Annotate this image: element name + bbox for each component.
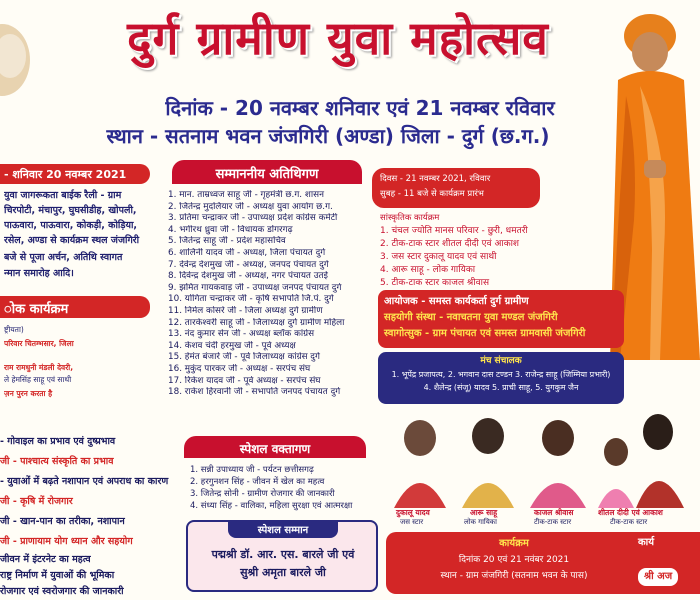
list-item: 14. केशव चंदी हरमुख जी - पूर्व अध्यक्ष bbox=[168, 340, 296, 351]
hosts-box bbox=[378, 352, 624, 404]
list-item: 7. देवेन्द्र देशमुख जी - अध्यक्ष, जनपद पंचायत दुर्ग bbox=[168, 259, 329, 270]
left-small: परिवार चितम्भसार, जिला bbox=[4, 339, 74, 348]
speakers-header: स्पेशल वक्तागण bbox=[184, 436, 366, 458]
left-line: युवा जागरूकता बाईक रैली - ग्राम bbox=[4, 190, 122, 201]
bottom-right bbox=[638, 534, 700, 586]
special-honour-box bbox=[186, 520, 378, 592]
left-line: बजे से पूजा अर्चन, अतिथि स्वागत bbox=[4, 252, 123, 263]
list-item: 12. तारकेश्वरी साहू जी - जिलाध्यक्ष दुर्ग ग्रामीण महिला bbox=[168, 317, 345, 328]
artist-name: काजल श्रीवास bbox=[534, 508, 574, 517]
event-dates: दिनांक - 20 नवम्बर शनिवार एवं 21 नवम्बर रविवार bbox=[165, 96, 555, 120]
artist-photos bbox=[382, 408, 700, 526]
list-item: 8. दिवेन्द्र देशमुख जी - अध्यक्ष, नगर पंचायत उतई bbox=[168, 271, 328, 282]
cultural-list bbox=[380, 212, 570, 290]
hosts-header: मंच संचालक bbox=[480, 356, 522, 366]
hosts-line: 4. शैलेन्द्र (संजू) यादव 5. प्राची साहू, 5. युगकुम जैन bbox=[423, 383, 579, 392]
list-item: 1. मान. ताम्रध्वज साहू जी - गृहमंत्री छ.ग. शासन bbox=[168, 190, 324, 200]
list-item: जी - प्राणायाम योग ध्यान और सहयोग bbox=[0, 536, 133, 547]
list-item: 11. निर्मल कोसरे जी - जिला अध्यक्ष दुर्ग ग्रामीण bbox=[168, 305, 323, 316]
bottom-right-name: श्री अज bbox=[638, 568, 678, 586]
special-line: पद्मश्री डॉ. आर. एस. बारले जी एवं bbox=[211, 548, 355, 561]
left-day1-header: - शनिवार 20 नवम्बर 2021 bbox=[0, 164, 150, 184]
list-item: 5. जितेन्द्र साहू जी - प्रदेश महासचिव bbox=[168, 236, 286, 247]
left-folk-header: ोक कार्यक्रम bbox=[0, 296, 150, 318]
list-item: 6. शालिनी यादव जी - अध्यक्ष, जिला पंचायत दुर्ग bbox=[168, 247, 326, 258]
bottom-event-info bbox=[394, 536, 634, 584]
list-item: 9. झमित गायकवाड़ जी - उपाध्यक्ष जनपद पंचायत दुर्ग bbox=[168, 282, 342, 293]
artist-photos-graphic bbox=[388, 408, 688, 508]
artist-role: जस स्टार bbox=[400, 518, 424, 526]
list-item: जी - कृषि में रोजगार bbox=[0, 496, 73, 507]
special-honour-text bbox=[192, 546, 374, 582]
list-item: - गोवाइल का प्रभाव एवं दुष्प्रभाव bbox=[0, 436, 116, 447]
bottom-dates: दिनांक 20 एवं 21 नवंबर 2021 bbox=[458, 555, 570, 565]
guests-list bbox=[168, 190, 378, 399]
cultural-label: सांस्कृतिक कार्यक्रम bbox=[380, 213, 440, 223]
left-line: पाऊवारा, पाऊवारा, कोकड़ी, कोड़िया, bbox=[4, 220, 138, 231]
list-item: 4. आरू साहू - लोक गायिका bbox=[380, 265, 476, 275]
special-line: सुश्री अमृता बारले जी bbox=[240, 566, 326, 579]
list-item: 3. प्रतिमा चन्द्राकर जी - उपाध्यक्ष प्रदेश कांग्रेस कमेटी bbox=[168, 213, 338, 224]
left-small: राम रामधुनी मंडली देवरी, bbox=[4, 363, 74, 372]
bottom-label: कार्यक्रम bbox=[499, 538, 529, 549]
list-item: 2. हरगुनशन सिंह - जीवन में खेल का महत्व bbox=[190, 477, 325, 487]
list-item: 3. जितेन्द्र सोनी - ग्रामीण रोजगार की जानकारी bbox=[190, 489, 335, 499]
left-line: चिरपोटी, मंचापुर, घुघसीडीह, खोपली, bbox=[4, 205, 137, 216]
organizer-line: सहयोगी संस्था - नवाचतना युवा मण्डल जंजगिरी bbox=[384, 312, 558, 323]
bottom-event-bar bbox=[386, 532, 700, 594]
list-item: जीवन में इंटरनेट का महत्व bbox=[0, 554, 91, 565]
list-item: 2. जितेन्द्र मुदलियार जी - अध्यक्ष युवा आयोग छ.ग. bbox=[168, 201, 333, 212]
organizers-box bbox=[378, 290, 624, 348]
left-topics-tail bbox=[0, 552, 172, 600]
bottom-right-label: कार्य bbox=[638, 537, 655, 548]
left-line: न्मान समारोह आदि। bbox=[4, 268, 74, 279]
list-item: 17. रिकेश यादव जी - पूर्व अध्यक्ष - सरपंच संघ bbox=[168, 375, 321, 386]
list-item: 4. भगीरथ ध्रुवा जी - विधायक डोंगरगढ़ bbox=[168, 224, 293, 235]
list-item: 3. जस स्टार दुकालू यादव एवं साथी bbox=[380, 252, 497, 262]
organizer-line: स्वागोत्सुक - ग्राम पंचायत एवं समस्त ग्रामवासी जंजगिरी bbox=[384, 328, 586, 339]
artist-role: टीक-टाक स्टार bbox=[534, 518, 572, 526]
list-item: जी - खान-पान का तरीका, नशापान bbox=[0, 516, 125, 527]
list-item: 16. मुकुंद पारकर जी - अध्यक्ष - सरपंच संघ bbox=[168, 363, 311, 374]
list-item: 4. संध्या सिंह - वालिका, महिला सुरक्षा एवं आत्मरक्षा bbox=[190, 501, 353, 511]
event-venue: स्थान - सतनाम भवन जंजगिरी (अण्डा) जिला - दुर्ग (छ.ग.) bbox=[106, 124, 550, 148]
day2-schedule-box bbox=[372, 168, 540, 208]
artist-name: आरू साहू bbox=[470, 508, 498, 517]
list-item: जी - पाश्चात्य संस्कृति का प्रभाव bbox=[0, 456, 114, 467]
list-item: रोजगार एवं स्वरोजगार की जानकारी bbox=[0, 586, 124, 597]
list-item: 15. हेमंत बंजारे जी - पूर्व जिलाध्यक्ष कांग्रेस दुर्ग bbox=[168, 352, 320, 363]
organizer-line: आयोजक - समस्त कार्यकर्ता दुर्ग ग्रामीण bbox=[384, 296, 529, 307]
list-item: 1. सन्नी उपाध्याय जी - पर्यटन छत्तीसगढ़ bbox=[190, 465, 314, 475]
left-small: ष्ट्रीयता) bbox=[4, 325, 24, 334]
left-line: रसेल, अण्डा से कार्यक्रम स्थल जंजगिरी bbox=[4, 235, 140, 246]
left-small: ज़न पुरन करता है bbox=[4, 389, 53, 398]
list-item: 2. टीक-टाक स्टार शीतल दीदी एवं आकाश bbox=[380, 239, 520, 249]
special-honour-header: स्पेशल सम्मान bbox=[228, 520, 338, 538]
schedule-line: सुबह - 11 बजे से कार्यक्रम प्रारंभ bbox=[380, 189, 484, 199]
speakers-list bbox=[190, 464, 380, 512]
list-item: 5. टीक-टाक स्टार काजल श्रीवास bbox=[380, 278, 490, 288]
schedule-line: दिवस - 21 नवम्बर 2021, रविवार bbox=[380, 174, 491, 184]
list-item: 18. राकेश हिरवानी जी - सभापति जनपद पंचायत दुर्ग bbox=[168, 387, 341, 398]
guests-header: सम्माननीय अतिथिगण bbox=[172, 160, 362, 184]
left-small: ले हेमसिंह साहू एवं साथी bbox=[4, 375, 72, 384]
left-topics-list bbox=[0, 432, 172, 552]
list-item: - युवाओं में बढ़ते नशापान एवं अपराध का कारण bbox=[0, 476, 169, 487]
list-item: 10. योगिता चन्द्राकर जी - कृषि सभापति जि.पं. दुर्ग bbox=[168, 294, 334, 305]
bottom-venue: स्थान - ग्राम जंजगिरी (सतनाम भवन के पास) bbox=[440, 571, 588, 581]
artist-name: शीतल दीदी एवं आकाश bbox=[598, 508, 663, 517]
hosts-line: 1. भूपेंद्र प्रजापत्य, 2. भगवान दास टण्डन 3. राजेन्द्र साहू (जिम्मिया प्रभारी) bbox=[391, 370, 611, 379]
artist-role: टीक-टाक स्टार bbox=[610, 518, 648, 526]
artist-role: लोक गायिका bbox=[464, 518, 497, 526]
list-item: राष्ट्र निर्माण में युवाओं की भूमिका bbox=[0, 570, 115, 581]
list-item: 1. चंचल ज्योति मानस परिवार - छुरी, धमतरी bbox=[380, 226, 528, 236]
list-item: 13. नंद कुमार सेन जी - अध्यक्ष ब्लॉक कांग्रेस bbox=[168, 329, 315, 340]
artist-name: दुकालू यादव bbox=[396, 508, 430, 517]
page-title: दुर्ग ग्रामीण युवा महोत्सव bbox=[127, 11, 549, 65]
